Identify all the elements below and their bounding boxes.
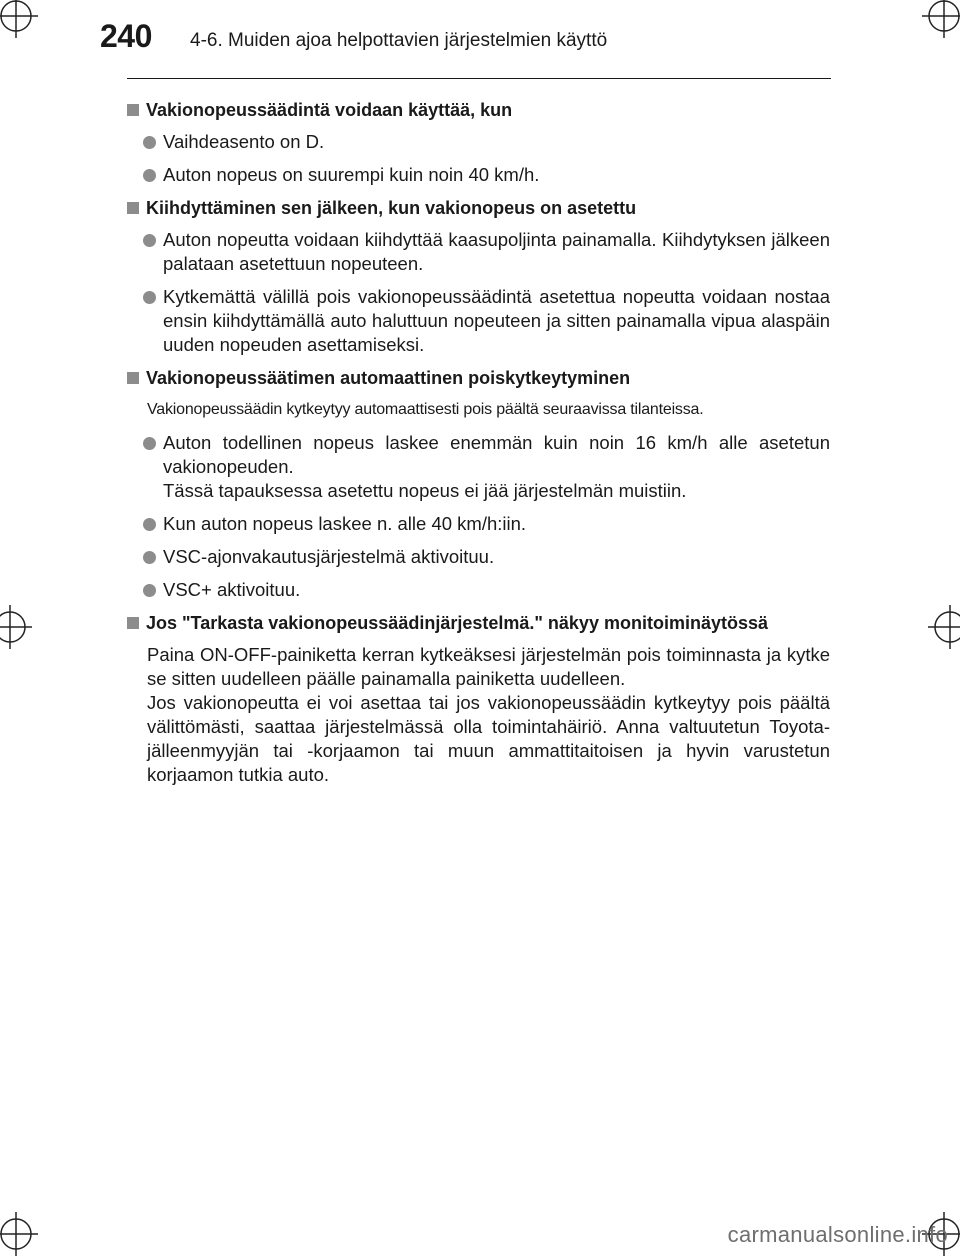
list-item-text: Kytkemättä välillä pois vakionopeussäädintä asetettua nopeutta voidaan nostaa ensin kiihdyttämällä auto haluttuun nopeuteen ja sitten painamalla vipua alaspäin uuden nopeuden asettamiseksi. <box>163 286 830 355</box>
section <box>127 366 830 602</box>
list-item-note: Tässä tapauksessa asetettu nopeus ei jää järjestelmän muistiin. <box>163 480 687 501</box>
round-bullet-icon <box>143 518 156 531</box>
crop-mark-top-right-icon <box>922 0 960 38</box>
section-intro <box>127 398 830 422</box>
section-heading <box>127 98 830 122</box>
page-number: 240 <box>100 18 152 54</box>
list-item <box>127 545 830 569</box>
list-item-text: Vaihdeasento on D. <box>163 131 325 152</box>
section-heading <box>127 366 830 390</box>
square-bullet-icon <box>127 202 139 214</box>
list-item <box>127 285 830 357</box>
list-item <box>127 431 830 503</box>
round-bullet-icon <box>143 291 156 304</box>
list-item-text: VSC+ aktivoituu. <box>163 579 301 600</box>
list-item <box>127 130 830 154</box>
section-heading <box>127 611 830 635</box>
round-bullet-icon <box>143 169 156 182</box>
list-item-text: VSC-ajonvakautusjärjestelmä aktivoituu. <box>163 546 495 567</box>
round-bullet-icon <box>143 136 156 149</box>
section-heading-text: Jos "Tarkasta vakionopeussäädinjärjestelmä." näkyy monitoiminäytössä <box>146 613 768 633</box>
section <box>127 98 830 187</box>
square-bullet-icon <box>127 104 139 116</box>
header-divider <box>127 78 831 79</box>
crop-mark-top-left-icon <box>0 0 38 38</box>
section-heading-text: Vakionopeussäätimen automaattinen poiskytkeytyminen <box>146 368 631 388</box>
square-bullet-icon <box>127 372 139 384</box>
list-item <box>127 512 830 536</box>
square-bullet-icon <box>127 617 139 629</box>
crop-mark-mid-right-icon <box>928 605 960 649</box>
list-item-text: Auton nopeus on suurempi kuin noin 40 km/h. <box>163 164 540 185</box>
list-item-text: Kun auton nopeus laskee n. alle 40 km/h:iin. <box>163 513 527 534</box>
document-body <box>127 90 830 796</box>
running-head: 4-6. Muiden ajoa helpottavien järjestelmien käyttö <box>190 30 608 51</box>
round-bullet-icon <box>143 234 156 247</box>
crop-mark-mid-left-icon <box>0 605 32 649</box>
section <box>127 611 830 787</box>
section-heading-text: Vakionopeussäädintä voidaan käyttää, kun <box>146 100 513 120</box>
paragraph: Paina ON-OFF-painiketta kerran kytkeäksesi järjestelmän pois toiminnasta ja kytke se sitten uudelleen päälle painamalla painiketta uudelleen. <box>147 644 830 689</box>
section-heading <box>127 196 830 220</box>
section-intro-text: Vakionopeussäädin kytkeytyy automaattisesti pois päältä seuraavissa tilanteissa. <box>147 401 704 418</box>
section <box>127 196 830 357</box>
section-heading-text: Kiihdyttäminen sen jälkeen, kun vakionopeus on asetettu <box>146 198 637 218</box>
watermark: carmanualsonline.info <box>727 1222 948 1247</box>
list-item <box>127 163 830 187</box>
section-body <box>127 643 830 787</box>
crop-mark-bottom-left-icon <box>0 1212 38 1256</box>
paragraph: Jos vakionopeutta ei voi asettaa tai jos vakionopeussäädin kytkeytyy pois päältä välittömästi, saattaa järjestelmässä olla toimintahäiriö. Anna valtuutetun Toyota-jälleenmyyjän tai -korjaamon tai muun ammattitaitoisen ja hyvin varustetun korjaamon tutkia auto. <box>147 692 830 785</box>
list-item-text: Auton nopeutta voidaan kiihdyttää kaasupoljinta painamalla. Kiihdytyksen jälkeen palataan asetettuun nopeuteen. <box>163 229 830 274</box>
list-item <box>127 228 830 276</box>
round-bullet-icon <box>143 437 156 450</box>
round-bullet-icon <box>143 551 156 564</box>
list-item <box>127 578 830 602</box>
round-bullet-icon <box>143 584 156 597</box>
list-item-text: Auton todellinen nopeus laskee enemmän kuin noin 16 km/h alle asetetun vakionopeuden. <box>163 432 830 477</box>
